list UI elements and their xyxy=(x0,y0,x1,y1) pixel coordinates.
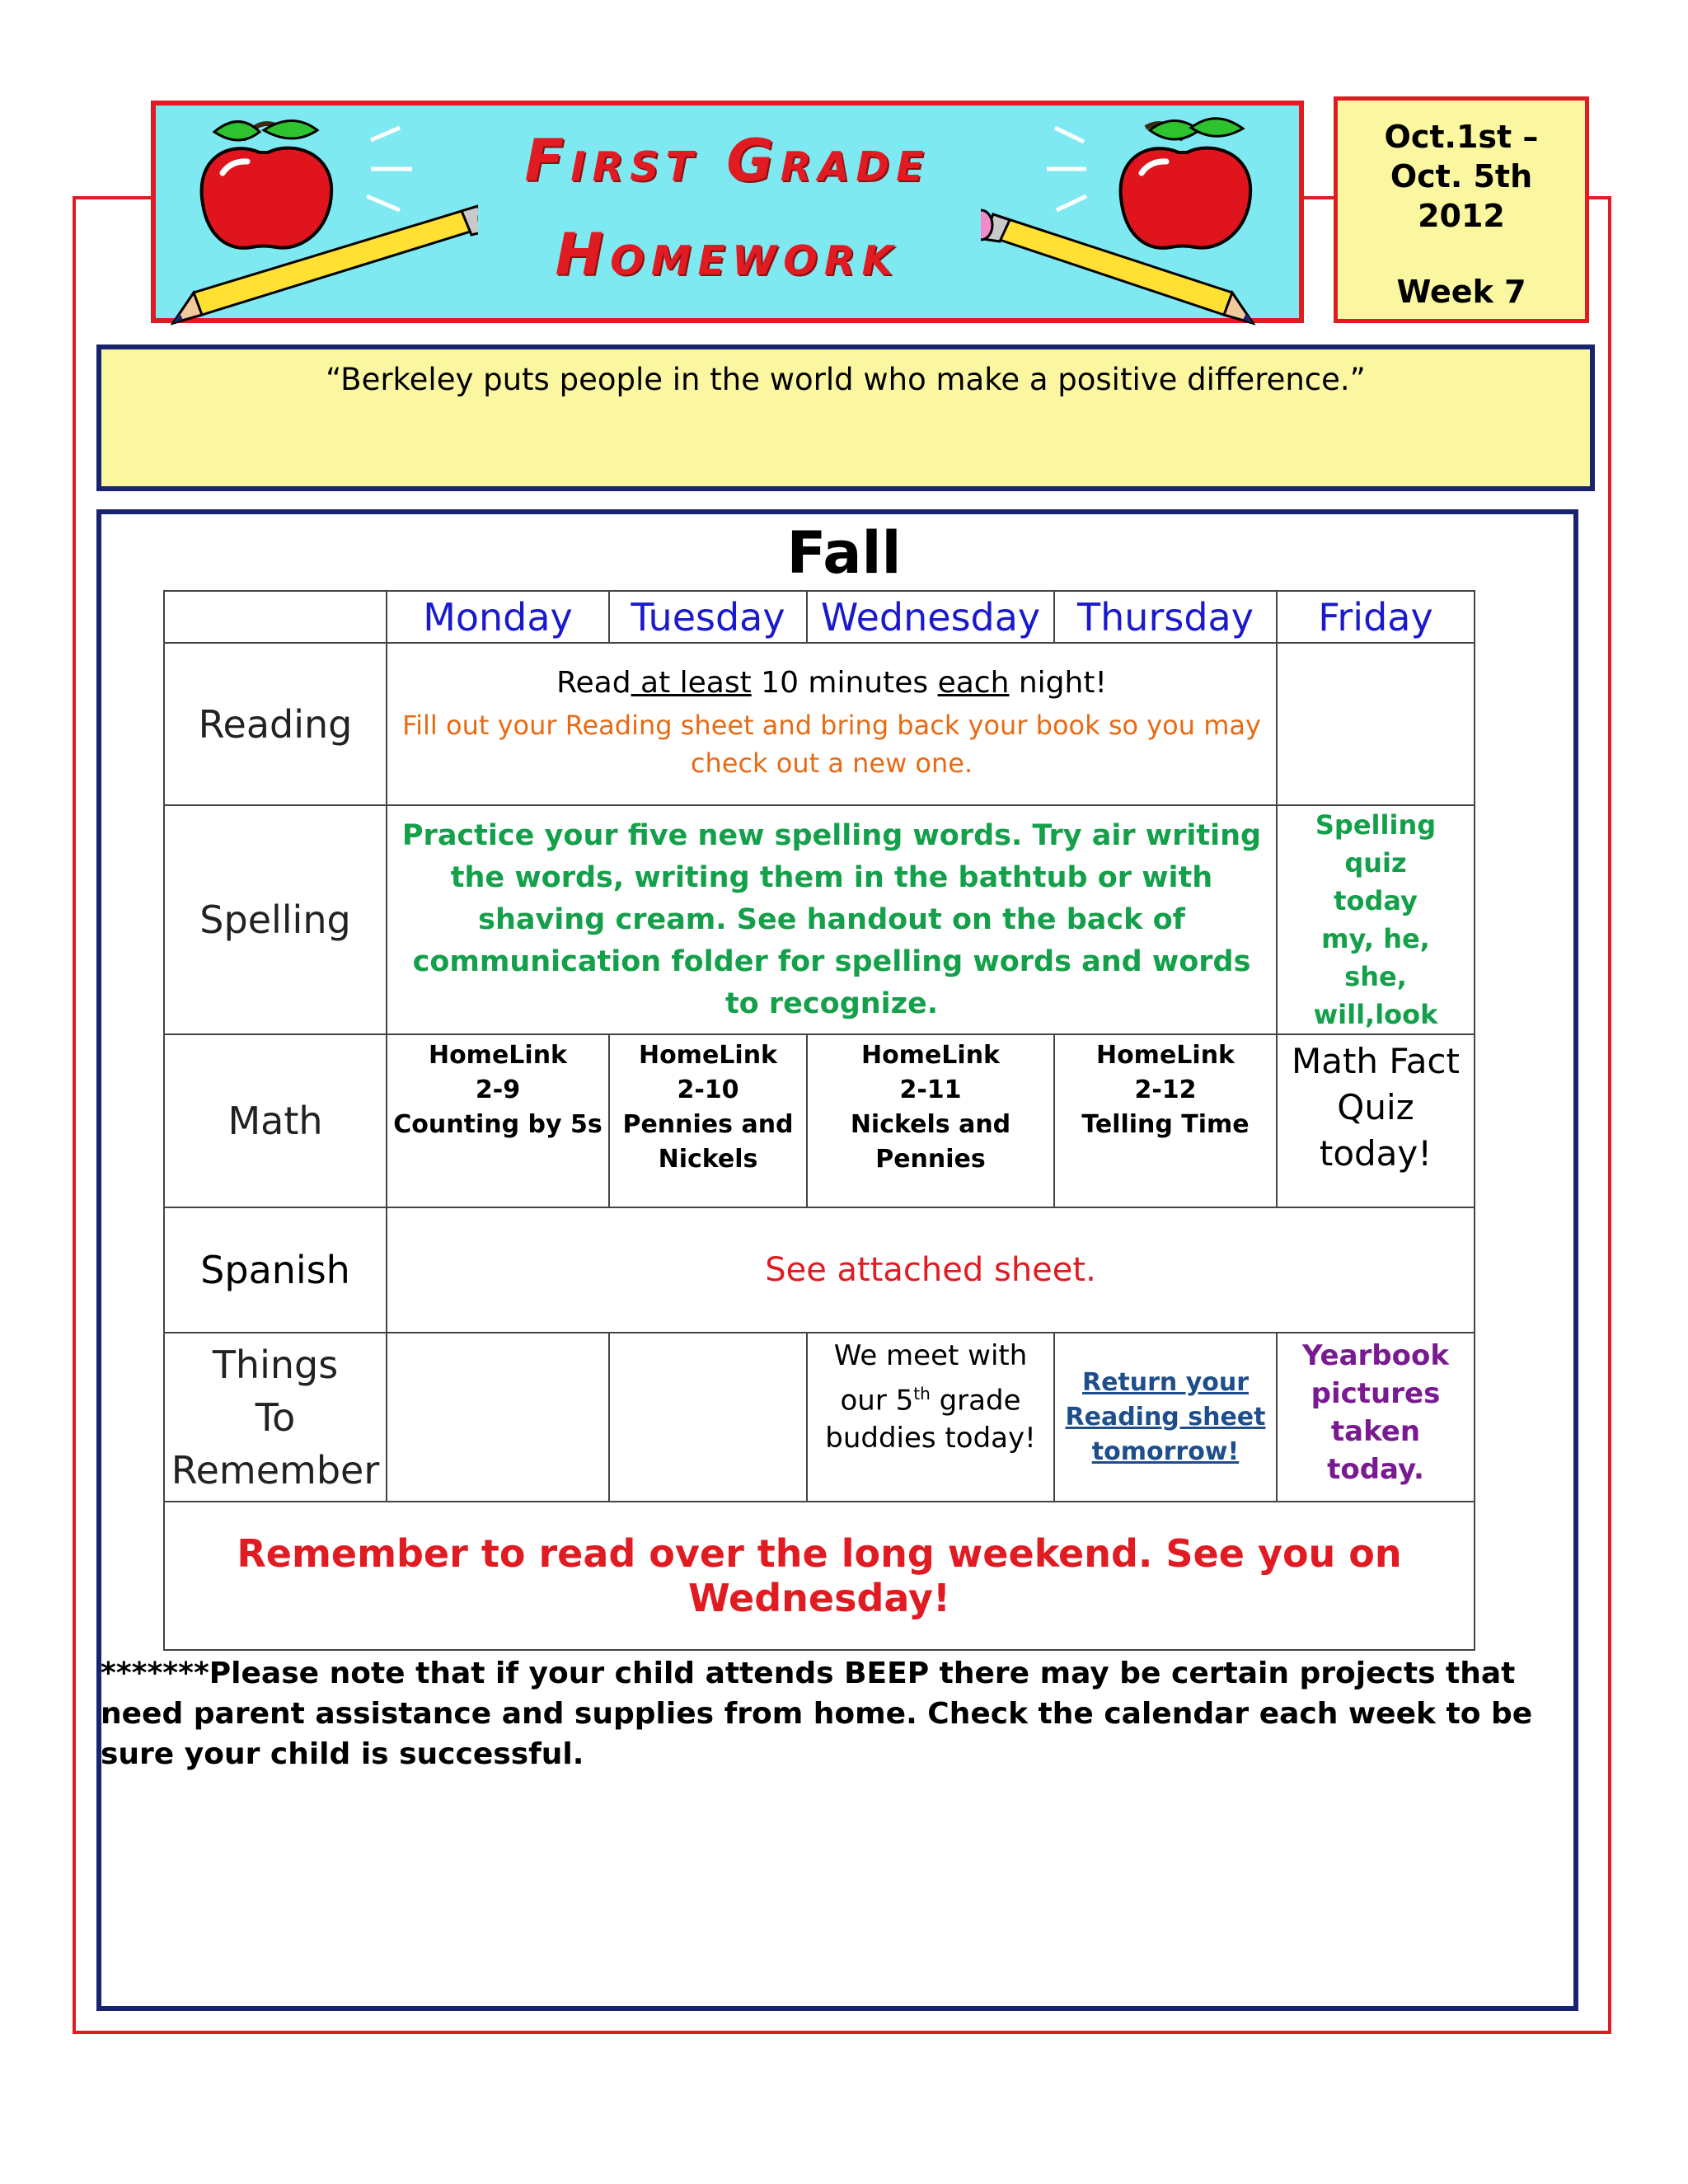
day-header-wednesday: Wednesday xyxy=(807,591,1054,643)
reading-cell xyxy=(387,643,1277,805)
day-header-tuesday: Tuesday xyxy=(609,591,807,643)
apple-icon xyxy=(1121,119,1251,248)
section-title: Fall xyxy=(786,519,902,587)
week-label: Week 7 xyxy=(1396,274,1526,310)
subject-reading: Reading xyxy=(164,643,387,805)
quote-box xyxy=(96,344,1595,491)
date-line-2: Oct. 5th xyxy=(1390,158,1533,194)
math-tuesday-cell: HomeLink 2-10 Pennies and Nickels xyxy=(609,1034,807,1207)
table-row-reminder xyxy=(164,1502,1475,1650)
school-quote: “Berkeley puts people in the world who make a positive difference.” xyxy=(326,362,1366,397)
table-row-spelling xyxy=(164,805,1475,1034)
beep-note: *******Please note that if your child attends BEEP there may be certain projects that need parent assistance and supplies from home. Check the calendar each week to be sure your child is successful. xyxy=(101,1657,1533,1771)
math-monday-cell: HomeLink 2-9 Counting by 5s xyxy=(387,1034,609,1207)
corner-cell xyxy=(164,591,387,643)
table-header-row xyxy=(164,591,1475,643)
date-box xyxy=(1334,96,1589,323)
subject-spanish: Spanish xyxy=(164,1207,387,1333)
homework-schedule-table xyxy=(163,590,1475,1651)
subject-math: Math xyxy=(164,1034,387,1207)
table-row-math xyxy=(164,1034,1475,1207)
weekend-reminder: Remember to read over the long weekend. See you on Wednesday! xyxy=(164,1502,1475,1650)
table-row-spanish xyxy=(164,1207,1475,1333)
remember-tuesday-cell xyxy=(609,1333,807,1502)
reading-note: Fill out your Reading sheet and bring back your book so you may check out a new one. xyxy=(402,710,1261,779)
day-header-thursday: Thursday xyxy=(1054,591,1277,643)
apple-icon xyxy=(202,121,332,248)
reading-friday-cell xyxy=(1277,643,1475,805)
spelling-friday-cell: Spelling quiz today my, he, she, will,look xyxy=(1277,805,1475,1034)
math-wednesday-cell: HomeLink 2-11 Nickels and Pennies xyxy=(807,1034,1054,1207)
spelling-instruction: Practice your five new spelling words. Try air writing the words, writing them in the bathtub or with shaving cream. See handout on the back of communication folder for spelling words and words to recognize. xyxy=(387,805,1277,1034)
table-row-remember xyxy=(164,1333,1475,1502)
remember-friday-cell: Yearbook pictures taken today. xyxy=(1277,1333,1475,1502)
table-row-reading xyxy=(164,643,1475,805)
reading-instruction: Read at least 10 minutes each night! xyxy=(556,666,1107,700)
spanish-instruction: See attached sheet. xyxy=(387,1207,1475,1333)
subject-spelling: Spelling xyxy=(164,805,387,1034)
title-first-grade: First Grade xyxy=(524,127,931,194)
date-line-3: 2012 xyxy=(1418,198,1505,234)
day-header-monday: Monday xyxy=(387,591,609,643)
date-line-1: Oct.1st – xyxy=(1384,119,1539,155)
math-friday-cell: Math Fact Quiz today! xyxy=(1277,1034,1475,1207)
apple-pencil-left-icon xyxy=(115,107,478,342)
remember-wednesday-cell: We meet with our 5th grade buddies today! xyxy=(807,1333,1054,1502)
remember-monday-cell xyxy=(387,1333,609,1502)
remember-thursday-cell: Return your Reading sheet tomorrow! xyxy=(1054,1333,1277,1502)
subject-things-to-remember: Things To Remember xyxy=(164,1333,387,1502)
math-thursday-cell: HomeLink 2-12 Telling Time xyxy=(1054,1034,1277,1207)
title-homework: Homework xyxy=(555,221,900,288)
apple-pencil-right-icon xyxy=(981,107,1343,342)
day-header-friday: Friday xyxy=(1277,591,1475,643)
